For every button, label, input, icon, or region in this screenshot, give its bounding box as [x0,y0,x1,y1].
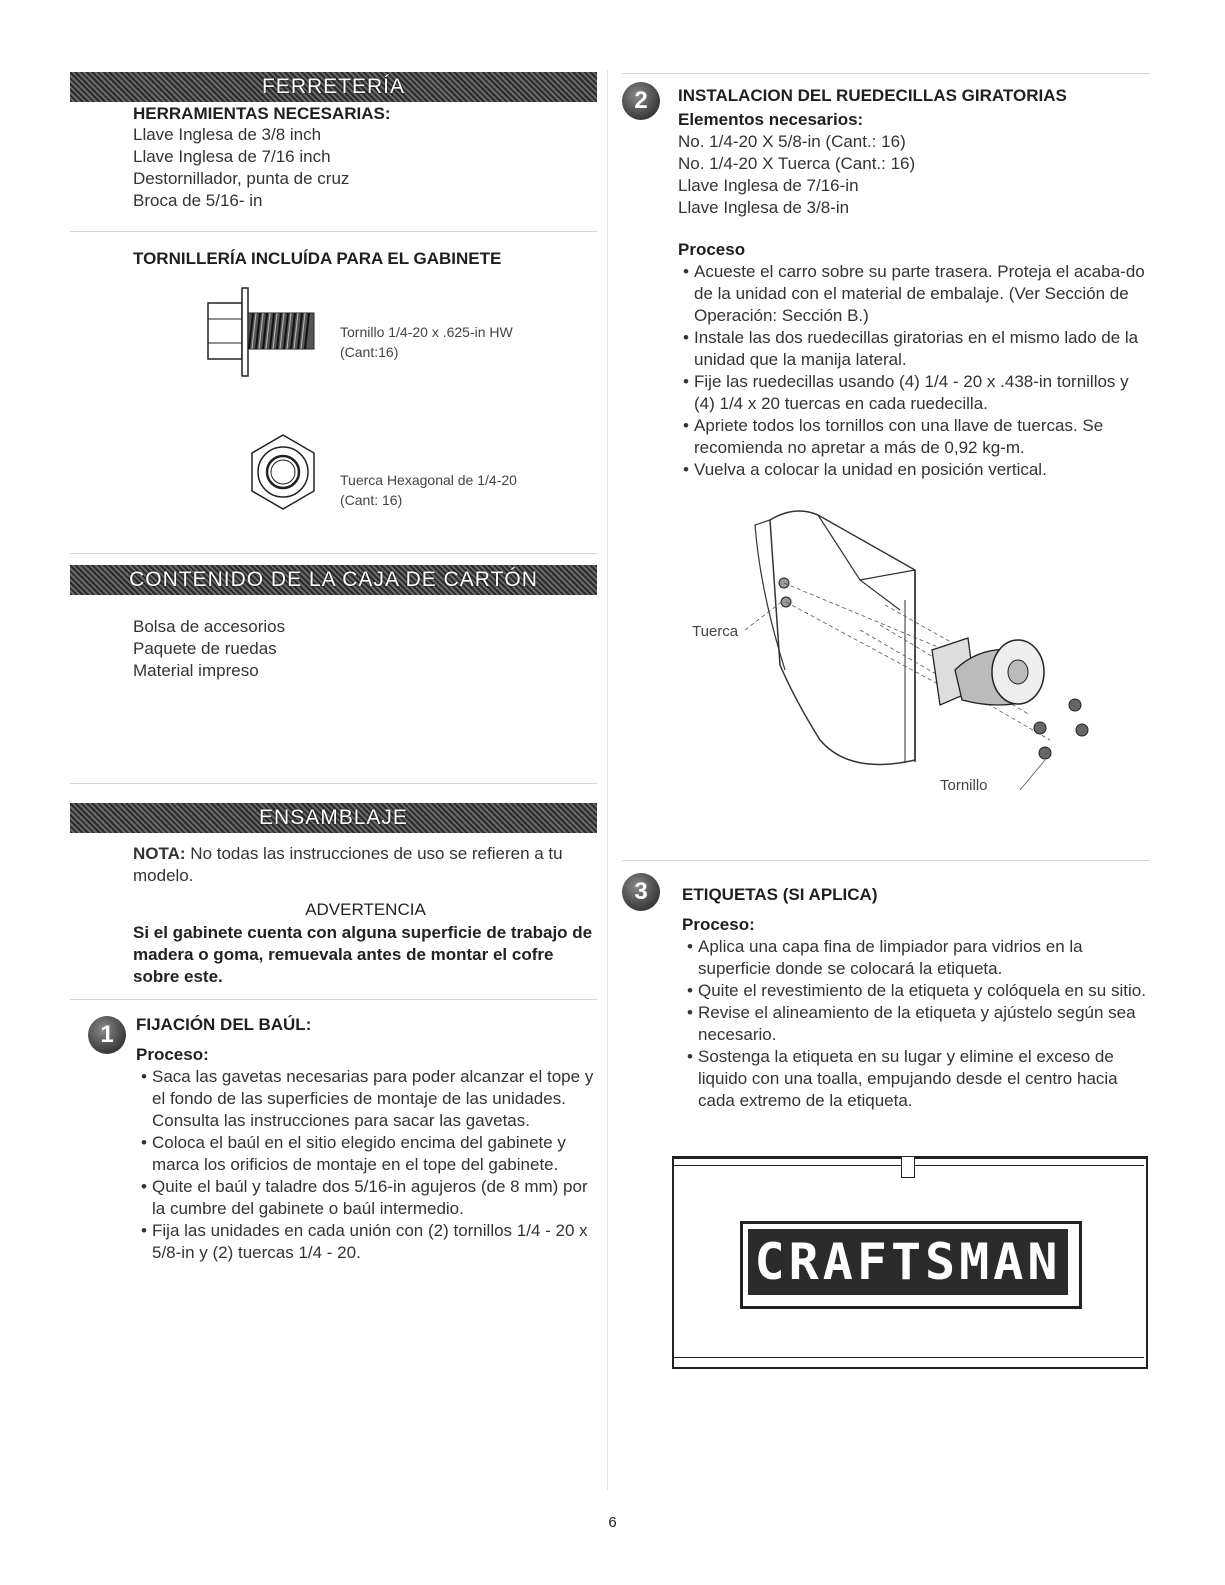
chest-latch [901,1156,915,1178]
list-item: • Saca las gavetas necesarias para poder alcanzar el tope y el fondo de las superficies de montaje de las unidades. Consulta las instrucciones para sacar las gavetas. [136,1066,598,1132]
brand-label [740,1221,1082,1309]
list-item: • Fija las unidades en cada unión con (2) tornillos 1/4 - 20 x 5/8-in y (2) tuercas 1/4 - 20. [136,1220,598,1264]
column-divider [607,70,608,1490]
step-3-list [682,936,1150,1112]
list-item: • Acueste el carro sobre su parte trasera. Proteja el acaba-do de la unidad con el material de embalaje. (Ver Sección de Operación: Sección B.) [678,261,1150,327]
step-1-title: FIJACIÓN DEL BAÚL: [136,1015,312,1034]
bolt-icon [205,285,320,380]
note-text: No todas las instrucciones de uso se refieren a tu modelo. [133,844,563,885]
step-1-badge: 1 [88,1016,126,1054]
list-item: • Fije las ruedecillas usando (4) 1/4 - 20 x .438-in tornillos y (4) 1/4 x 20 tuercas en cada ruedecilla. [678,371,1150,415]
tools-section [133,104,593,212]
step-2-list [678,261,1150,481]
list-item: • Sostenga la etiqueta en su lugar y elimine el exceso de liquido con una toalla, empujando desde el centro hacia cada extremo de la etiqueta. [682,1046,1150,1112]
tools-list [133,124,593,212]
chest-label-diagram [672,1156,1148,1369]
fasteners-title: TORNILLERÍA INCLUÍDA PARA EL GABINETE [133,249,502,268]
list-item: • Revise el alineamiento de la etiqueta y ajústelo según sea necesario. [682,1002,1150,1046]
needed-item: Llave Inglesa de 3/8-in [678,198,850,217]
step-3-section [682,884,1150,1112]
contents-banner: CONTENIDO DE LA CAJA DE CARTÓN [70,565,597,595]
warning-text: Si el gabinete cuenta con alguna superficie de trabajo de madera o goma, remuevala antes de montar el cofre sobre este. [133,923,593,986]
needed-item: No. 1/4-20 X 5/8-in (Cant.: 16) [678,132,906,151]
step-1-process-label: Proceso: [136,1045,209,1064]
list-item: • Vuelva a colocar la unidad en posición vertical. [678,459,1150,481]
hardware-banner: FERRETERÍA [70,72,597,102]
content-item: Material impreso [133,661,259,680]
step-2-title: INSTALACION DEL RUEDECILLAS GIRATORIAS [678,86,1067,105]
step-2-process-label: Proceso [678,240,746,259]
step-3-process-label: Proceso: [682,915,755,934]
divider [622,860,1150,861]
brand-logo: CRAFTSMAN [748,1229,1068,1295]
content-item: Bolsa de accesorios [133,617,286,636]
note-label: NOTA: [133,844,186,863]
bolt-label: Tornillo 1/4-20 x .625-in HW (Cant:16) [340,324,513,360]
needed-item: No. 1/4-20 X Tuerca (Cant.: 16) [678,154,916,173]
content-item: Paquete de ruedas [133,639,277,658]
list-item: • Aplica una capa fina de limpiador para vidrios en la superficie donde se colocará la etiqueta. [682,936,1150,980]
tool-item: Broca de 5/16- in [133,191,263,210]
contents-list [133,616,285,682]
step-1-list [136,1066,598,1264]
list-item: • Quite el revestimiento de la etiqueta y colóquela en su sitio. [682,980,1150,1002]
nut-callout: Tuerca [692,623,739,640]
step-1-section [136,1014,598,1264]
tool-item: Destornillador, punta de cruz [133,169,350,188]
chest-base-line [672,1357,1144,1358]
warning-title: ADVERTENCIA [305,900,426,919]
tool-item: Llave Inglesa de 7/16 inch [133,147,331,166]
tool-item: Llave Inglesa de 3/8 inch [133,125,322,144]
step-2-needed-label: Elementos necesarios: [678,110,864,129]
list-item: • Apriete todos los tornillos con una llave de tuercas. Se recomienda no apretar a más de 0,92 kg-m. [678,415,1150,459]
list-item: • Quite el baúl y taladre dos 5/16-in agujeros (de 8 mm) por la cumbre del gabinete o baúl intermedio. [136,1176,598,1220]
divider [70,999,597,1000]
screw-callout: Tornillo [940,777,988,794]
page-number: 6 [608,1514,617,1531]
assembly-banner: ENSAMBLAJE [70,803,597,833]
divider [70,783,597,784]
list-item: • Coloca el baúl en el sitio elegido encima del gabinete y marca los orificios de montaje en el tope del gabinete. [136,1132,598,1176]
divider [622,73,1150,74]
tools-title: HERRAMIENTAS NECESARIAS: [133,104,391,123]
needed-item: Llave Inglesa de 7/16-in [678,176,859,195]
note [133,843,598,887]
caster-diagram [700,500,1120,790]
step-3-badge: 3 [622,873,660,911]
step-2-badge: 2 [622,82,660,120]
divider [70,553,597,554]
nut-label: Tuerca Hexagonal de 1/4-20 (Cant: 16) [340,472,517,508]
step-2-section [678,85,1150,481]
step-3-title: ETIQUETAS (SI APLICA) [682,885,878,904]
step-2-needed-list [678,131,1150,219]
hex-nut-icon [248,432,318,512]
list-item: • Instale las dos ruedecillas giratorias en el mismo lado de la unidad que la manija lateral. [678,327,1150,371]
divider [70,231,597,232]
